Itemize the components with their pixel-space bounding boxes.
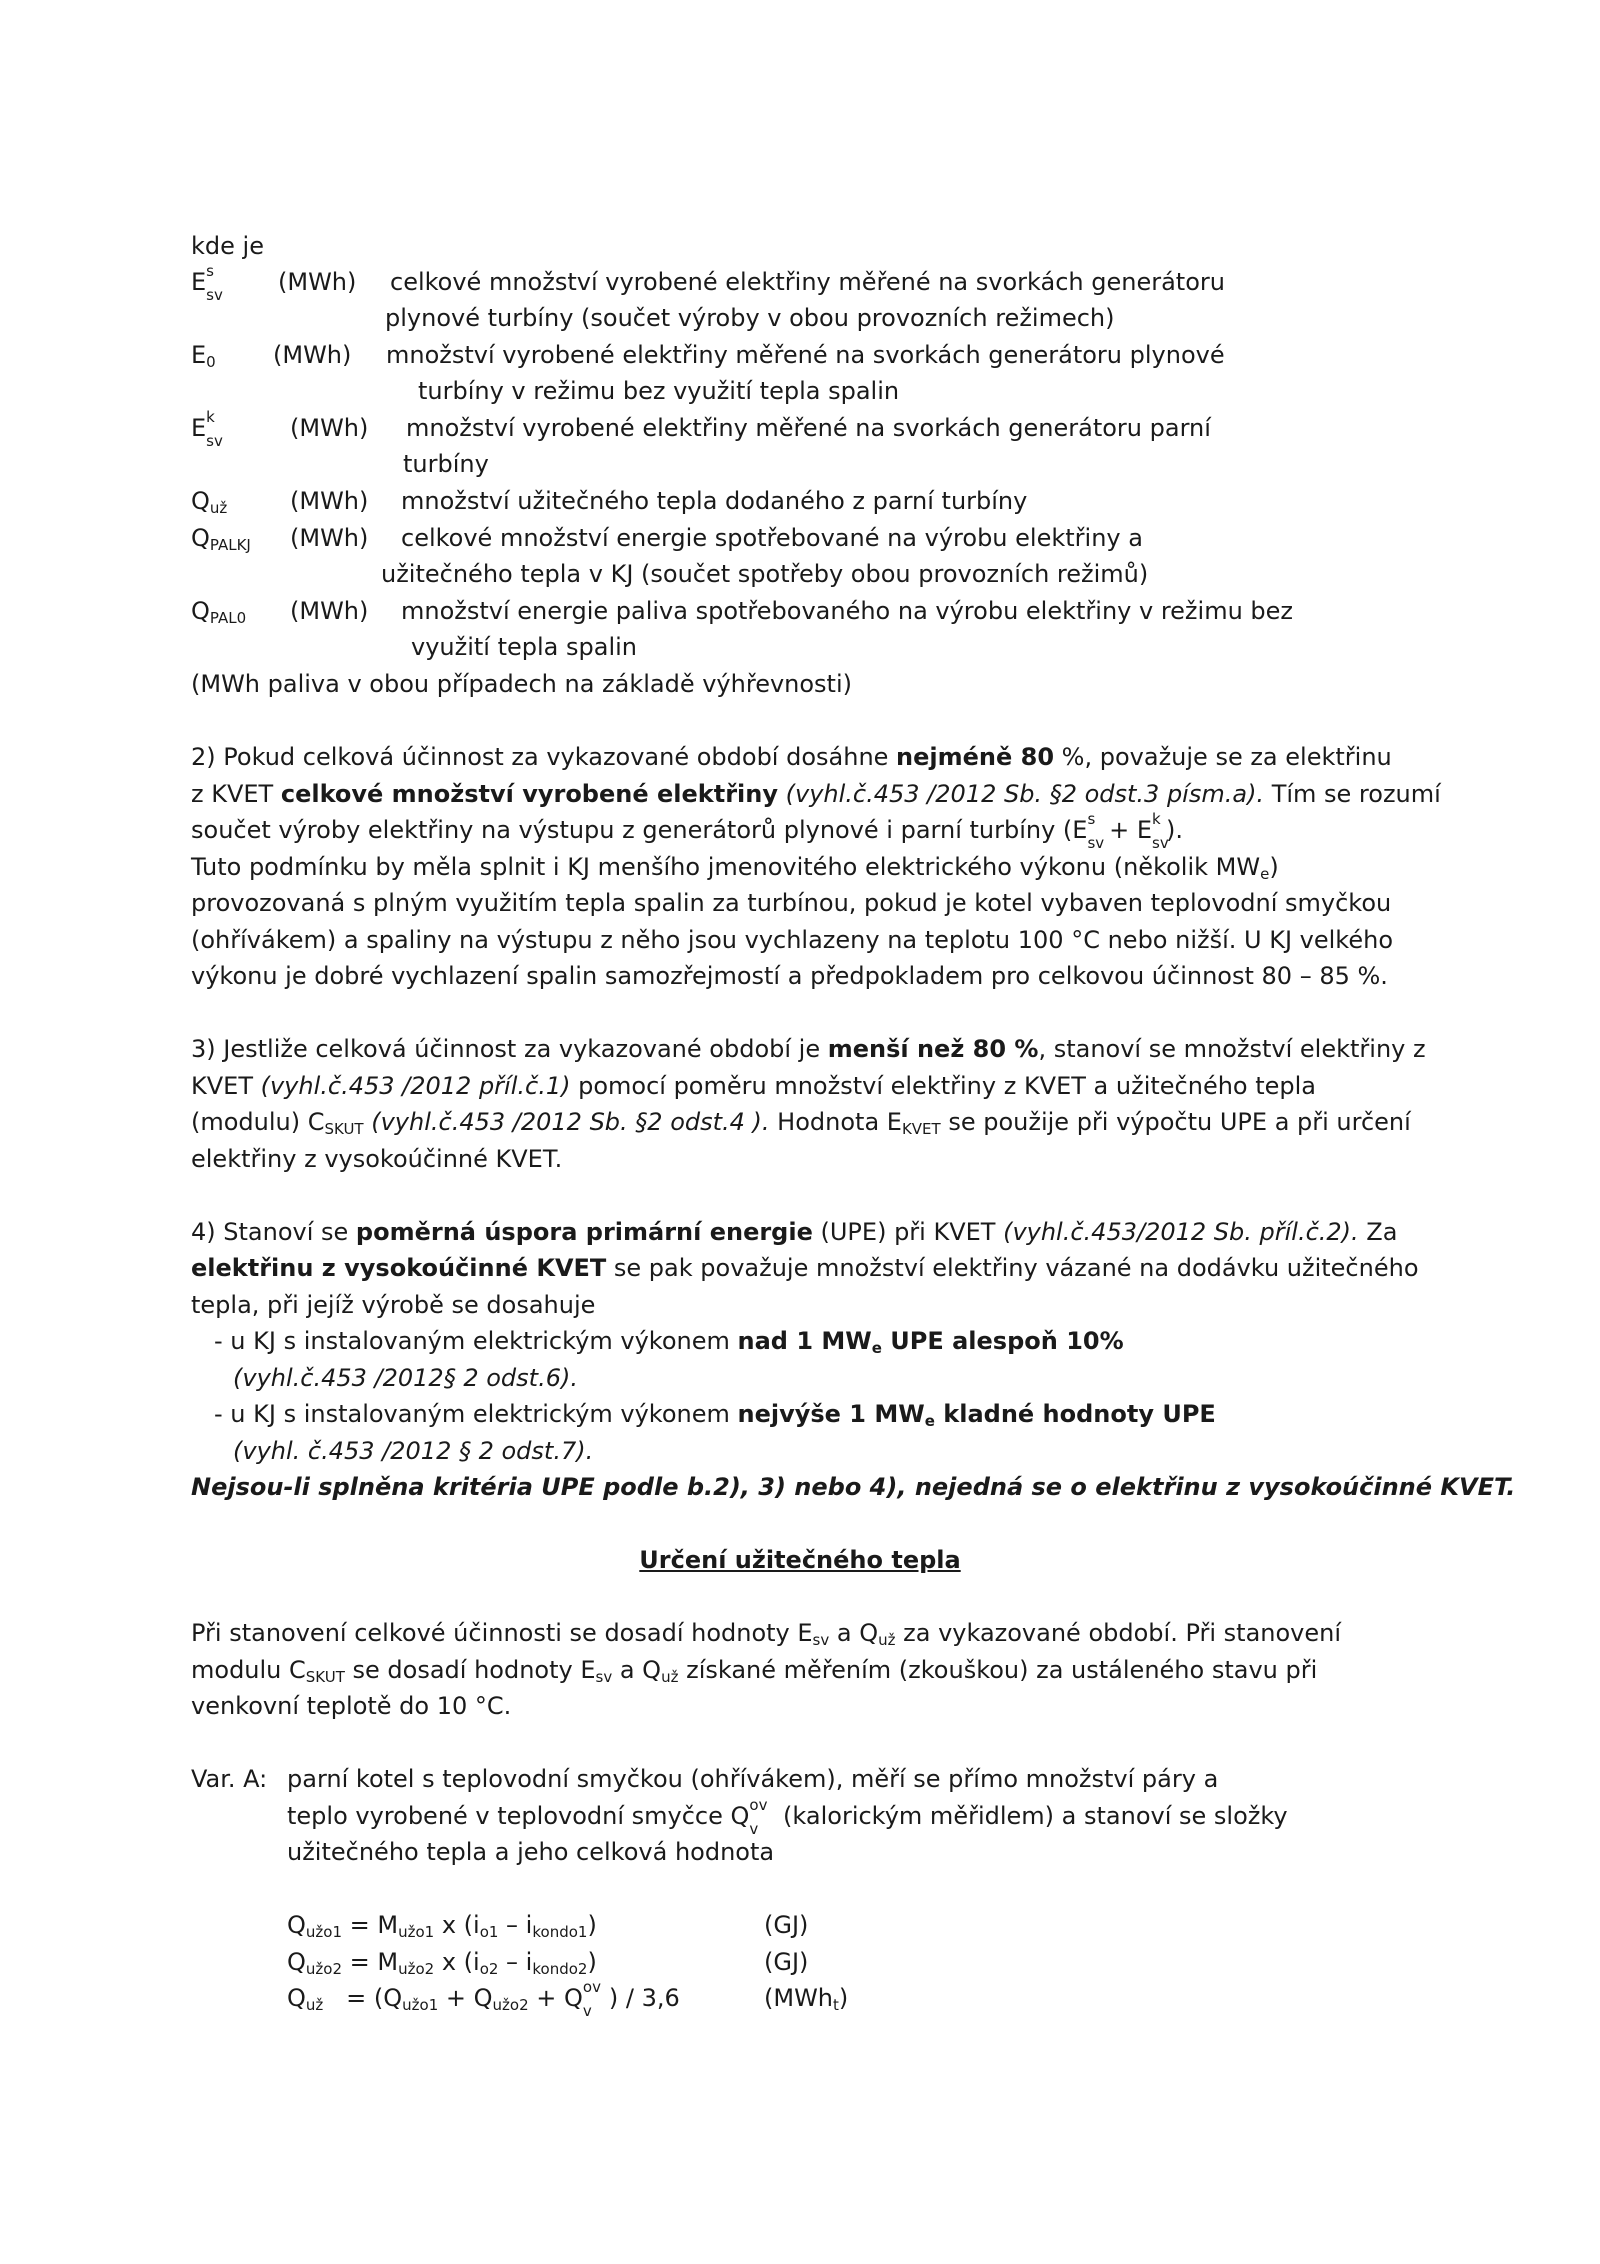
p2-line6: (ohřívákem) a spaliny na výstupu z něho jsou vychlazeny na teplotu 100 °C nebo nižší. U KJ velkého [191,926,1394,954]
formula-1-unit: (GJ) [764,1911,809,1939]
def-esv-k-symbol: E k sv [191,408,223,450]
def-quz-unit: (MWh) [290,487,369,515]
p5-line2: modulu $C_{SKUT}$ se dosadí hodnoty $E_{sv}$ a $Q_{už}$ získané měřením (zkouškou) za ustáleného stavu při [191,1656,1318,1686]
p4-line2: elektřinu z vysokoúčinné KVET se pak považuje množství elektřiny vázané na dodávku užitečného [191,1254,1419,1282]
def-qpalkj-line2: užitečného tepla v KJ (součet spotřeby obou provozních režimů) [381,560,1149,588]
def-esv-k-unit: (MWh) [290,414,369,442]
def-qpal0-symbol: $Q_{PAL0}$ [191,597,247,627]
def-esv-s-line1: celkové množství vyrobené elektřiny měřené na svorkách generátoru [390,268,1225,296]
def-esv-k-line1: množství vyrobené elektřiny měřené na svorkách generátoru parní [406,414,1211,442]
def-e0-unit: (MWh) [273,341,352,369]
def-quz-symbol: $Q_{už}$ [191,487,228,517]
p5-line1: Při stanovení celkové účinnosti se dosadí hodnoty $E_{sv}$ a $Q_{už}$ za vykazované období. Při stanovení [191,1619,1342,1649]
p2-line5: provozovaná s plným využitím tepla spalin za turbínou, pokud je kotel vybaven teplovodní smyčkou [191,889,1392,917]
formula-1: $Q_{užo1} = M_{užo1}$ x $(i_{o1} - i_{kondo1})$ [287,1911,597,1941]
def-qpal0-line1: množství energie paliva spotřebovaného na výrobu elektřiny v režimu bez [401,597,1294,625]
def-quz-line1: množství užitečného tepla dodaného z parní turbíny [401,487,1028,515]
p4-line3: tepla, při jejíž výrobě se dosahuje [191,1291,596,1319]
formula-2: $Q_{užo2} = M_{užo2}$ x $(i_{o2} - i_{kondo2})$ [287,1948,597,1978]
p3-line2: KVET (vyhl.č.453 /2012 příl.č.1) pomocí poměru množství elektřiny z KVET a užitečného tepla [191,1072,1317,1100]
section-heading: Určení užitečného tepla [639,1546,961,1574]
def-e0-line2: turbíny v režimu bez využití tepla spalin [418,377,900,405]
def-esv-s-line2: plynové turbíny (součet výroby v obou provozních režimech) [385,304,1115,332]
p3-line3: (modulu) $C_{SKUT}$ (vyhl.č.453 /2012 Sb. §2 odst.4 ). Hodnota $E_{KVET}$ se použije při výpočtu UPE a při určení [191,1108,1411,1138]
def-qpal0-line2: využití tepla spalin [411,633,637,661]
p4-conclusion: Nejsou-li splněna kritéria UPE podle b.2), 3) nebo 4), nejedná se o elektřinu z vysokoúčinné KVET. [191,1473,1516,1501]
p2-line1: 2) Pokud celková účinnost za vykazované období dosáhne nejméně 80 %, považuje se za elektřinu [191,743,1392,771]
varA-line2: teplo vyrobené v teplovodní smyčce Q ov v (kalorickým měřidlem) a stanoví se složky [287,1796,1288,1838]
def-qpal0-unit: (MWh) [290,597,369,625]
p4-bullet2: - u KJ s instalovaným elektrickým výkonem nejvýše 1 $MW_e$ kladné hodnoty UPE [214,1400,1216,1430]
p5-line3: venkovní teplotě do 10 °C. [191,1692,512,1720]
def-qpalkj-unit: (MWh) [290,524,369,552]
def-esv-s-symbol: E s sv [191,262,223,304]
p2-line7: výkonu je dobré vychlazení spalin samozřejmostí a předpokladem pro celkovou účinnost 80 – 85 %. [191,962,1388,990]
def-e0-line1: množství vyrobené elektřiny měřené na svorkách generátoru plynové [386,341,1225,369]
p4-bullet2-ref: (vyhl. č.453 /2012 § 2 odst.7). [233,1437,594,1465]
p3-line4: elektřiny z vysokoúčinné KVET. [191,1145,563,1173]
p4-line1: 4) Stanoví se poměrná úspora primární energie (UPE) při KVET (vyhl.č.453/2012 Sb. příl.č.2). Za [191,1218,1398,1246]
varA-line3: užitečného tepla a jeho celková hodnota [287,1838,775,1866]
def-e0-symbol: $E_0$ [191,341,216,371]
formula-3-unit: (MWh$_t$) [764,1984,849,2014]
p3-line1: 3) Jestliže celková účinnost za vykazované období je menší než 80 %, stanoví se množství elektřiny z [191,1035,1426,1063]
p4-bullet1: - u KJ s instalovaným elektrickým výkonem nad 1 $MW_e$ UPE alespoň 10% [214,1327,1124,1357]
formula-2-unit: (GJ) [764,1948,809,1976]
def-qpalkj-line1: celkové množství energie spotřebované na výrobu elektřiny a [401,524,1143,552]
p2-line2: z KVET celkové množství vyrobené elektřiny (vyhl.č.453 /2012 Sb. §2 odst.3 písm.a). Tím se rozumí [191,780,1441,808]
def-esv-s-unit: (MWh) [278,268,357,296]
varA-label: Var. A: [191,1765,268,1793]
definitions-intro [191,228,264,264]
def-qpalkj-symbol: $Q_{PALKJ}$ [191,524,251,554]
p4-bullet1-ref: (vyhl.č.453 /2012§ 2 odst.6). [233,1364,578,1392]
definitions-note: (MWh paliva v obou případech na základě výhřevnosti) [191,670,852,698]
formula-3: $Q_{už} = (Q_{užo1} + Q_{užo2} + Q$ ov v ) / 3,6 [287,1978,680,2020]
def-esv-k-line2: turbíny [403,450,489,478]
intro-text: kde je [191,232,264,260]
p2-line4: Tuto podmínku by měla splnit i KJ menšího jmenovitého elektrického výkonu (několik $MW_e$) [191,853,1279,883]
varA-line1: parní kotel s teplovodní smyčkou (ohřívákem), měří se přímo množství páry a [287,1765,1219,1793]
p2-line3: součet výroby elektřiny na výstupu z generátorů plynové i parní turbíny (E s sv + E k sv ). [191,810,1183,852]
